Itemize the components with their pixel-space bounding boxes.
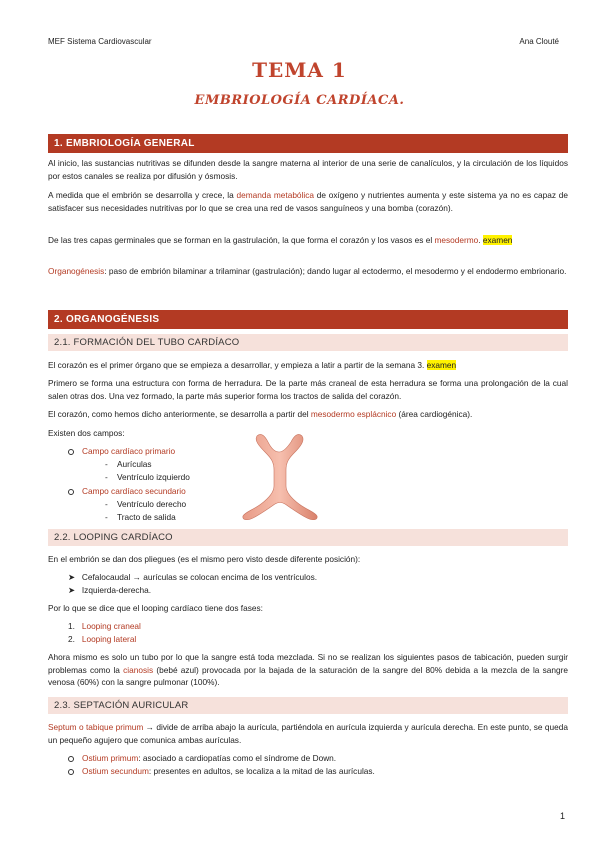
paragraph bbox=[48, 721, 568, 746]
field-label: Campo cardíaco primario bbox=[82, 446, 176, 456]
circle-bullet-icon bbox=[68, 756, 74, 762]
page-subtitle: EMBRIOLOGÍA CARDÍACA. bbox=[194, 93, 405, 108]
list-number: 1. bbox=[68, 621, 75, 631]
text: Tracto de salida bbox=[116, 512, 176, 522]
text: Ventrículo izquierdo bbox=[116, 472, 190, 482]
paragraph: En el embrión se dan dos pliegues (es el mismo pero visto desde diferente posición): bbox=[48, 554, 361, 564]
paragraph: Por lo que se dice que el looping cardíaco tiene dos fases: bbox=[48, 603, 263, 613]
list-item bbox=[68, 765, 375, 777]
section-2-heading: 2. ORGANOGÉNESIS bbox=[48, 310, 568, 329]
list-item: - Aurículas bbox=[105, 459, 152, 469]
list-item: ➤ Cefalocaudal → aurículas se colocan encima de los ventrículos. bbox=[68, 572, 318, 582]
list-item bbox=[68, 485, 186, 497]
term-highlight: Septum o tabique primum bbox=[48, 722, 144, 732]
list-item: ➤ Izquierda-derecha. bbox=[68, 585, 152, 595]
heart-tube-illustration bbox=[235, 428, 325, 523]
list-item bbox=[68, 752, 336, 764]
term-highlight: mesodermo esplácnico bbox=[310, 409, 397, 419]
field-label: Campo cardíaco secundario bbox=[82, 486, 186, 496]
subsection-2-2-heading: 2.2. LOOPING CARDÍACO bbox=[48, 529, 568, 546]
text: (área cardiogénica). bbox=[396, 409, 473, 419]
phase-label: Looping lateral bbox=[81, 634, 137, 644]
term-highlight: mesodermo bbox=[434, 235, 479, 245]
text: Ventrículo derecho bbox=[116, 499, 187, 509]
list-item bbox=[68, 445, 175, 457]
text: : presentes en adultos, se localiza a la mitad de las aurículas. bbox=[148, 766, 375, 776]
list-item bbox=[68, 633, 136, 645]
header-right: Ana Clouté bbox=[519, 37, 559, 46]
text: El corazón es el primer órgano que se empieza a desarrollar, y empieza a latir a partir de la semana 3. bbox=[48, 360, 427, 370]
exam-tag: examen bbox=[482, 235, 513, 245]
text: A medida que el embrión se desarrolla y crece, la bbox=[48, 190, 237, 200]
text: Izquierda-derecha. bbox=[81, 585, 152, 595]
paragraph bbox=[48, 651, 568, 689]
exam-tag: examen bbox=[426, 360, 457, 370]
text: Cefalocaudal → aurículas se colocan encima de los ventrículos. bbox=[81, 572, 318, 582]
header-left: MEF Sistema Cardiovascular bbox=[48, 37, 152, 46]
paragraph bbox=[48, 189, 568, 214]
text: Ahora mismo es solo un tubo por lo que la sangre está toda mezclada. Si no se realizan los siguientes pasos de tabicación, pueden surgir problemas como la bbox=[48, 652, 568, 675]
text: de oxígeno y nutrientes aumenta y este sistema ya no es capaz de satisfacer sus necesidades nutritivas por lo que se crea una red de vasos sanguíneos y una bomba (corazón). bbox=[48, 190, 568, 213]
text: . bbox=[478, 235, 483, 245]
page-number: 1 bbox=[559, 811, 565, 821]
subsection-2-1-heading: 2.1. FORMACIÓN DEL TUBO CARDÍACO bbox=[48, 334, 568, 351]
list-item: - Ventrículo izquierdo bbox=[105, 472, 190, 482]
paragraph bbox=[48, 408, 568, 421]
circle-bullet-icon bbox=[68, 769, 74, 775]
list-item: - Ventrículo derecho bbox=[105, 499, 187, 509]
circle-bullet-icon bbox=[68, 449, 74, 455]
text: Aurículas bbox=[116, 459, 152, 469]
section-1-heading: 1. EMBRIOLOGÍA GENERAL bbox=[48, 134, 568, 153]
subsection-2-3-heading: 2.3. SEPTACIÓN AURICULAR bbox=[48, 697, 568, 714]
term-highlight: Ostium primum bbox=[82, 753, 139, 763]
paragraph: Primero se forma una estructura con forma de herradura. De la parte más craneal de esta herradura se forma una prolongación de la cual salen otras dos. Una vez formado, la parte más superior forma los tractos de salida del corazón. bbox=[48, 378, 568, 401]
paragraph: Existen dos campos: bbox=[48, 428, 125, 438]
circle-bullet-icon bbox=[68, 489, 74, 495]
text: El corazón, como hemos dicho anteriormente, se desarrolla a partir del bbox=[48, 409, 311, 419]
text: De las tres capas germinales que se forman en la gastrulación, la que forma el corazón y los vasos es el bbox=[48, 235, 435, 245]
text: (bebé azul) provocada por la bajada de la saturación de la sangre del 80% debida a la mezcla de la sangre venosa (60%) con la sangre pulmonar (100%). bbox=[48, 664, 568, 688]
term-highlight: demanda metabólica bbox=[236, 190, 314, 200]
list-item: - Tracto de salida bbox=[105, 512, 176, 522]
phase-label: Looping craneal bbox=[81, 621, 141, 631]
page-title: TEMA 1 bbox=[252, 58, 347, 82]
text: → divide de arriba abajo la aurícula, partiéndola en aurícula izquierda y aurícula derecha. En este punto, se queda un pequeño agujero que comunica ambas aurículas. bbox=[48, 722, 568, 745]
paragraph bbox=[48, 359, 568, 372]
paragraph bbox=[48, 234, 568, 247]
term-highlight: Ostium secundum bbox=[82, 766, 149, 776]
term-highlight: cianosis bbox=[123, 664, 154, 675]
list-number: 2. bbox=[68, 634, 75, 644]
paragraph bbox=[48, 265, 568, 278]
text: : paso de embrión bilaminar a trilaminar (gastrulación); dando lugar al ectodermo, el mesodermo y el endodermo embrionario. bbox=[104, 266, 567, 276]
paragraph: Al inicio, las sustancias nutritivas se difunden desde la sangre materna al interior de una serie de canalículos, y la circulación de los líquidos por estos canales se realiza por difusión y ósmosis. bbox=[48, 158, 568, 181]
list-item bbox=[68, 620, 141, 632]
text: : asociado a cardiopatías como el síndrome de Down. bbox=[138, 753, 337, 763]
term-highlight: Organogénesis bbox=[48, 266, 105, 276]
